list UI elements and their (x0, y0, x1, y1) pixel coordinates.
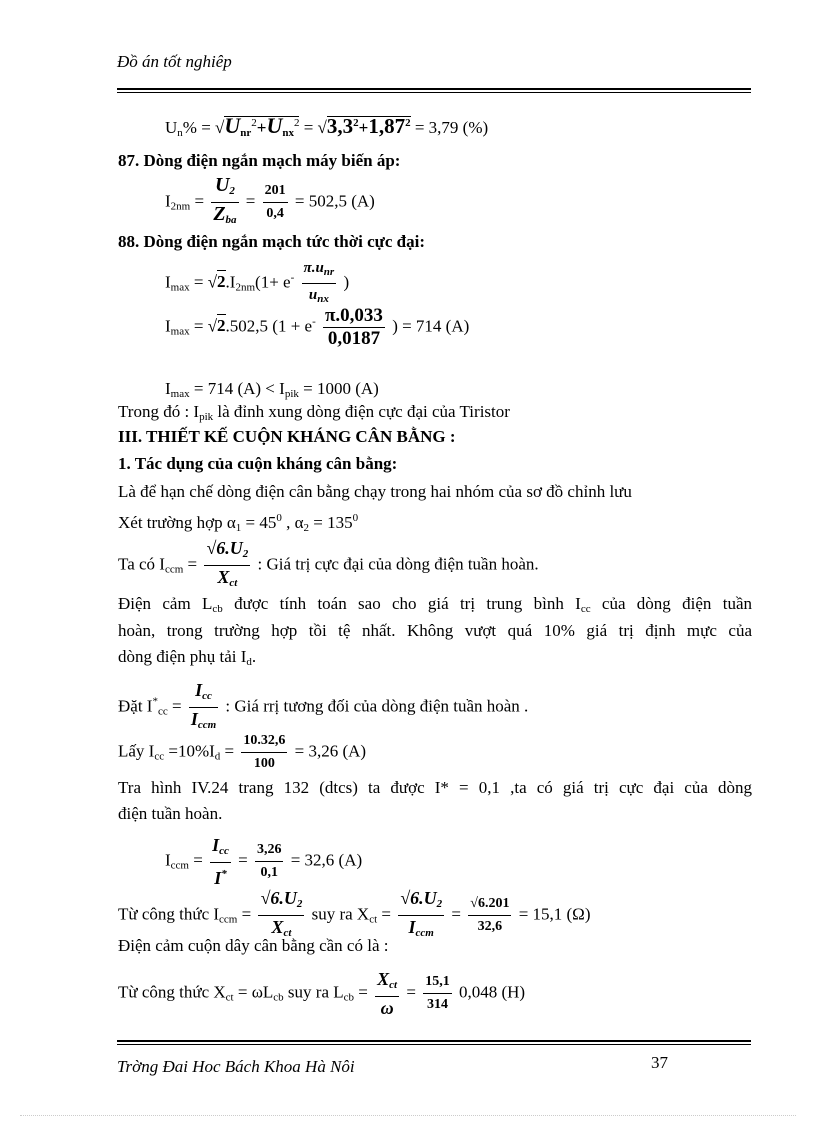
paragraph-lcb-2: hoàn, trong trường hợp tồi tệ nhất. Không vượt quá 10% giá trị định mực của (118, 621, 752, 640)
note-ipik: Trong đó : $I_{pik}$ là đỉnh xung dòng điện cực đại của Tiristor (118, 402, 510, 423)
equation-imax-value: $I_{max} = √2.502,5$ (1 + e- $\frac{\pi.0,033}{0,0187}$ ) = 714 (A) (165, 305, 470, 349)
equation-icc-star: Đặt $I^*_{cc}$ = $\frac{I_{cc}}{I_{ccm}}$ : Giá rrị tương đối của dòng điện tuần hoàn . (118, 680, 529, 731)
equation-imax-formula: $I_{max} = √2.I_{2nm}(1+ e^-$ $\frac{\pi.u_{nr}}{u_{nx}}$ ) (165, 260, 350, 305)
header-rule (117, 88, 751, 90)
footer-rule-thin (117, 1044, 751, 1045)
paragraph-lcb-3: dòng điện phụ tải $I_d$. (118, 647, 257, 668)
page-number: 37 (651, 1053, 668, 1072)
paragraph-lcb-1: Điện cảm $L_{cb}$ được tính toán sao cho giá trị trung bình $I_{cc}$ của dòng điện tuần (118, 594, 752, 615)
header-rule-thin (117, 92, 751, 93)
equation-lcb: Từ công thức $X_{ct} = \omega L_{cb}$ suy ra $L_{cb}$ = $\frac{X_{ct}}{\omega}$ = $\frac{15,1}{314}$ 0,048 (H) (118, 969, 526, 1018)
equation-icc: Lấy $I_{cc} =10\%I_d$ = $\frac{10.32,6}{100}$ = 3,26 (A) (118, 733, 367, 771)
section-87-title: 87. Dòng điện ngắn mạch máy biến áp: (118, 151, 401, 170)
equation-i2nm: $I_{2nm}$ = $\frac{U_2}{Z_{ba}}$ = $\frac{201}{0,4}$ = 502,5 (A) (165, 174, 375, 226)
header-title: Đồ án tốt nghiêp (117, 52, 232, 71)
paragraph-purpose: Là để hạn chế dòng điện cân bằng chạy trong hai nhóm của sơ đồ chỉnh lưu (118, 482, 632, 501)
equation-iccm-value: $I_{ccm}$ = $\frac{I_{cc}}{I^*}$ = $\frac{3,26}{0,1}$ = 32,6 (A) (165, 835, 363, 888)
section-3-1-title: 1. Tác dụng của cuộn kháng cân bằng: (118, 454, 398, 473)
footer-rule (117, 1040, 751, 1042)
section-88-title: 88. Dòng điện ngắn mạch tức thời cực đại: (118, 232, 426, 251)
paragraph-inductance: Điện cảm cuộn dây cân bằng cần có là : (118, 936, 389, 955)
equation-iccm: Ta có $I_{ccm}$ = $\frac{√6.U_2}{X_{ct}}$ : Giá trị cực đại của dòng điện tuần hoàn. (118, 538, 539, 589)
equation-imax-compare: $I_{max} = 714$ $(A) < I_{pik} = 1000$ (A) (165, 379, 379, 400)
paragraph-figure-2: điện tuần hoàn. (118, 804, 223, 823)
equation-xct: Từ công thức $I_{ccm}$ = $\frac{√6.U_2}{X_{ct}}$ suy ra $X_{ct}$ = $\frac{√6.U_2}{I_{ccm}}$ = $\frac{√6.201}{32,6}$ = 15,1 (Ω) (118, 888, 591, 939)
page-edge (20, 1115, 796, 1116)
paragraph-figure-1: Tra hình IV.24 trang 132 (dtcs) ta được I* = 0,1 ,ta có giá trị cực đại của dòng (118, 778, 752, 797)
equation-un: $U_n\% = √U_{nr}^2+U_{nx}^2 = √3,3^2+1,87^2 = 3,79$ (%) (165, 113, 489, 139)
section-3-title: III. THIẾT KẾ CUỘN KHÁNG CÂN BẰNG : (118, 427, 456, 446)
footer-text: Trờng Đai Hoc Bách Khoa Hà Nôi (117, 1057, 355, 1076)
paragraph-angles: Xét trường hợp $\alpha_1 = 45^0$ , $\alpha_2 = 135^0$ (118, 512, 359, 534)
